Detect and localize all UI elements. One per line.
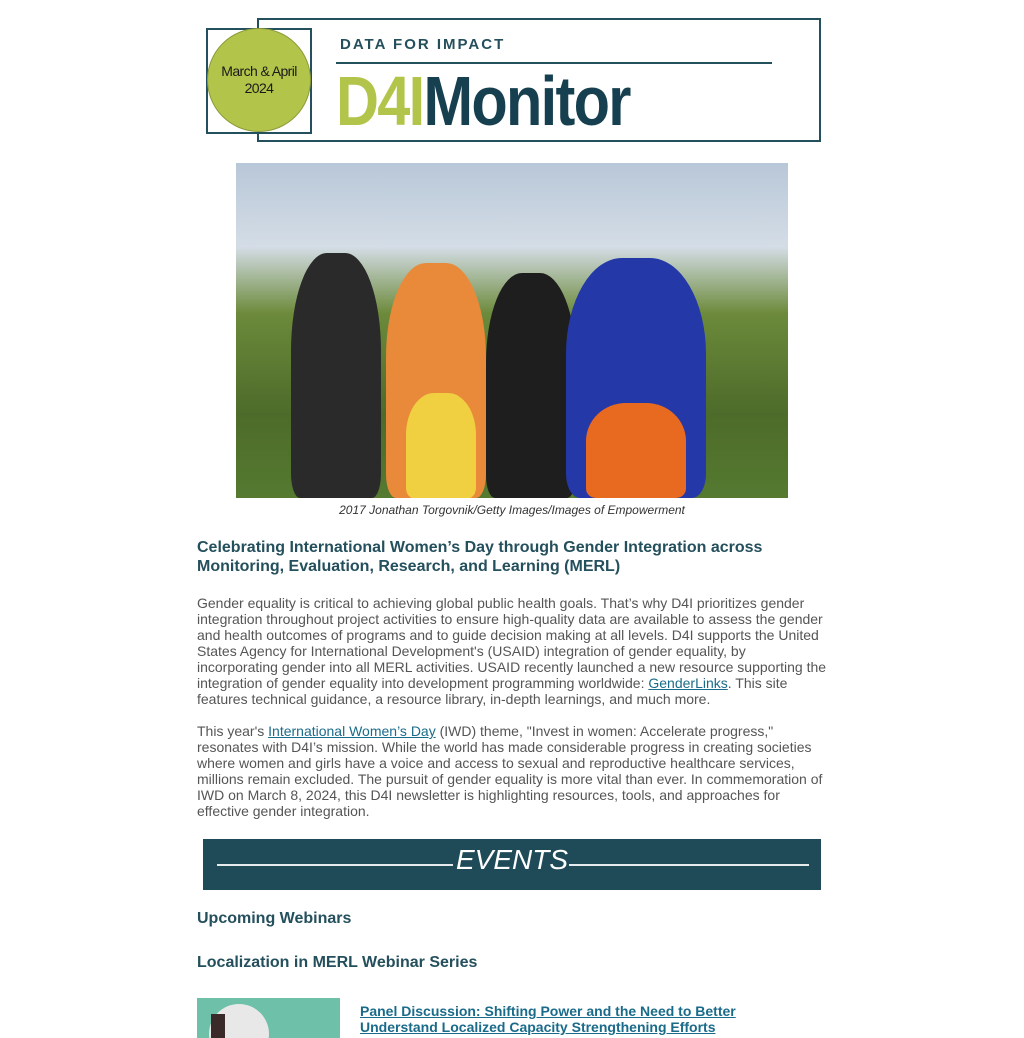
hero-photo <box>236 163 788 498</box>
events-title: EVENTS <box>455 844 569 875</box>
iwd-link[interactable]: International Women’s Day <box>268 723 436 739</box>
date-line-2: 2024 <box>244 80 274 96</box>
events-banner <box>203 839 821 890</box>
genderlinks-link[interactable]: GenderLinks <box>648 675 728 691</box>
article-paragraph-1 <box>197 595 829 707</box>
date-line-1: March & April <box>221 63 297 79</box>
title-d4i: D4I <box>336 62 424 140</box>
masthead-banner <box>203 16 821 142</box>
photo-caption: 2017 Jonathan Torgovnik/Getty Images/Images of Empowerment <box>339 503 685 517</box>
newsletter-title <box>336 62 630 140</box>
p1-tail: . This site features technical guidance, a resource library, in-depth learnings, and much more. <box>197 675 788 707</box>
webinar-thumbnail[interactable] <box>197 998 340 1038</box>
webinar-link[interactable]: Panel Discussion: Shifting Power and the Need to Better Understand Localized Capacity Strengthening Efforts <box>360 1003 736 1035</box>
article-headline: Celebrating International Women’s Day through Gender Integration across Monitoring, Evaluation, Research, and Learning (MERL) <box>197 539 763 575</box>
banner-rule-left <box>217 864 453 866</box>
title-monitor: Monitor <box>423 62 630 140</box>
p2-text: (IWD) theme, "Invest in women: Accelerate progress," resonates with D4I’s mission. While the world has made considerable progress in creating societies where women and girls have a voice and access to sexual and reproductive healthcare services, millions remain excluded. The pursuit of gender equality is more vital than ever. In commemoration of IWD on March 8, 2024, this D4I newsletter is highlighting resources, tools, and approaches for effective gender integration. <box>197 723 823 819</box>
date-badge <box>207 28 311 132</box>
upcoming-webinars-heading: Upcoming Webinars <box>197 910 352 927</box>
p1-text: Gender equality is critical to achieving global public health goals. That’s why D4I prioritizes gender integration throughout project activities to ensure high-quality data are available to assess the gender and health outcomes of programs and to guide decision making at all levels. D4I supports the United States Agency for International Development's (USAID) integration of gender equality, by incorporating gender into all MERL activities. USAID recently launched a new resource supporting the integration of gender equality into development programming worldwide: <box>197 595 827 691</box>
p2-lead: This year's <box>197 723 269 739</box>
banner-rule-right <box>569 864 809 866</box>
tagline: DATA FOR IMPACT <box>340 36 506 53</box>
article-paragraph-2 <box>197 723 829 819</box>
webinar-series-heading: Localization in MERL Webinar Series <box>197 954 478 971</box>
